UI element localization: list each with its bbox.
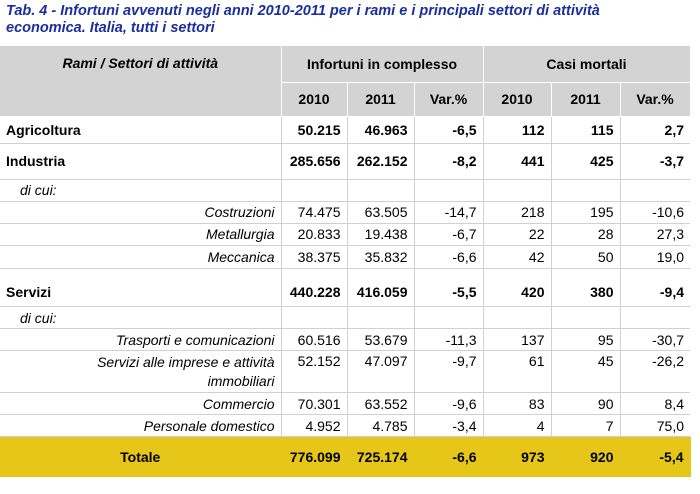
row-label: Totale bbox=[0, 437, 281, 477]
cell: 420 bbox=[483, 279, 551, 307]
cell: 70.301 bbox=[281, 393, 347, 415]
row-label: Industria bbox=[0, 143, 281, 179]
cell bbox=[620, 307, 690, 329]
cell: -6,7 bbox=[414, 223, 483, 245]
cell: 137 bbox=[483, 329, 551, 351]
header-rami: Rami / Settori di attività bbox=[0, 46, 281, 116]
cell: -9,4 bbox=[620, 279, 690, 307]
cell: 52.152 bbox=[281, 351, 347, 393]
cell: 725.174 bbox=[347, 437, 414, 477]
header-2011-b: 2011 bbox=[551, 82, 620, 116]
cell bbox=[551, 307, 620, 329]
header-infortuni: Infortuni in complesso bbox=[281, 46, 483, 82]
cell: 441 bbox=[483, 143, 551, 179]
cell: 2,7 bbox=[620, 116, 690, 143]
cell bbox=[414, 179, 483, 201]
cell: 776.099 bbox=[281, 437, 347, 477]
cell: -6,6 bbox=[414, 437, 483, 477]
cell bbox=[551, 268, 620, 279]
table-row bbox=[0, 393, 690, 415]
cell bbox=[281, 179, 347, 201]
cell: 83 bbox=[483, 393, 551, 415]
cell: 22 bbox=[483, 223, 551, 245]
cell bbox=[620, 268, 690, 279]
cell: 112 bbox=[483, 116, 551, 143]
table-row bbox=[0, 116, 690, 143]
cell: 285.656 bbox=[281, 143, 347, 179]
cell bbox=[483, 307, 551, 329]
cell: 42 bbox=[483, 245, 551, 268]
cell bbox=[620, 179, 690, 201]
table-row bbox=[0, 201, 690, 223]
row-label: Servizi bbox=[0, 279, 281, 307]
cell: 262.152 bbox=[347, 143, 414, 179]
cell: 90 bbox=[551, 393, 620, 415]
cell: 440.228 bbox=[281, 279, 347, 307]
header-casi-mortali: Casi mortali bbox=[483, 46, 690, 82]
cell: 8,4 bbox=[620, 393, 690, 415]
header-var-b: Var.% bbox=[620, 82, 690, 116]
cell: 95 bbox=[551, 329, 620, 351]
cell: 74.475 bbox=[281, 201, 347, 223]
table-row bbox=[0, 143, 690, 179]
cell: -8,2 bbox=[414, 143, 483, 179]
header-var-a: Var.% bbox=[414, 82, 483, 116]
cell bbox=[0, 268, 281, 279]
row-label: di cui: bbox=[0, 179, 281, 201]
cell: -9,6 bbox=[414, 393, 483, 415]
cell: -3,7 bbox=[620, 143, 690, 179]
cell bbox=[483, 179, 551, 201]
cell: 218 bbox=[483, 201, 551, 223]
cell: 28 bbox=[551, 223, 620, 245]
cell: 19,0 bbox=[620, 245, 690, 268]
table-row bbox=[0, 415, 690, 437]
cell: 47.097 bbox=[347, 351, 414, 393]
cell: 75,0 bbox=[620, 415, 690, 437]
cell: 973 bbox=[483, 437, 551, 477]
header-row-1 bbox=[0, 46, 690, 82]
title-line-2: economica. Italia, tutti i settori bbox=[6, 20, 215, 36]
row-label: Servizi alle imprese e attività immobiliari bbox=[0, 351, 281, 393]
cell: 195 bbox=[551, 201, 620, 223]
row-label: Agricoltura bbox=[0, 116, 281, 143]
cell: 4.785 bbox=[347, 415, 414, 437]
row-label: Commercio bbox=[0, 393, 281, 415]
cell bbox=[483, 268, 551, 279]
cell: 60.516 bbox=[281, 329, 347, 351]
table-row bbox=[0, 307, 690, 329]
cell: -10,6 bbox=[620, 201, 690, 223]
spacer-row bbox=[0, 268, 690, 279]
cell bbox=[347, 268, 414, 279]
table-row bbox=[0, 179, 690, 201]
title-line-1: Tab. 4 - Infortuni avvenuti negli anni 2010-2011 per i rami e i principali settori di attività bbox=[6, 3, 600, 19]
header-2010-a: 2010 bbox=[281, 82, 347, 116]
table-row bbox=[0, 279, 690, 307]
cell bbox=[551, 179, 620, 201]
header-2010-b: 2010 bbox=[483, 82, 551, 116]
row-label: Metallurgia bbox=[0, 223, 281, 245]
data-table bbox=[0, 46, 691, 477]
cell: -6,6 bbox=[414, 245, 483, 268]
cell: -5,4 bbox=[620, 437, 690, 477]
table-row bbox=[0, 245, 690, 268]
cell: 4 bbox=[483, 415, 551, 437]
cell: -14,7 bbox=[414, 201, 483, 223]
cell: 63.505 bbox=[347, 201, 414, 223]
row-label: Personale domestico bbox=[0, 415, 281, 437]
cell: 45 bbox=[551, 351, 620, 393]
cell: -9,7 bbox=[414, 351, 483, 393]
cell: 46.963 bbox=[347, 116, 414, 143]
table-title bbox=[6, 3, 696, 37]
cell: 115 bbox=[551, 116, 620, 143]
table-row bbox=[0, 329, 690, 351]
totale-row bbox=[0, 437, 690, 477]
cell: -11,3 bbox=[414, 329, 483, 351]
cell: 4.952 bbox=[281, 415, 347, 437]
cell: 63.552 bbox=[347, 393, 414, 415]
cell: 53.679 bbox=[347, 329, 414, 351]
cell: 7 bbox=[551, 415, 620, 437]
cell: 38.375 bbox=[281, 245, 347, 268]
cell: -3,4 bbox=[414, 415, 483, 437]
cell: 35.832 bbox=[347, 245, 414, 268]
cell: -30,7 bbox=[620, 329, 690, 351]
cell: 20.833 bbox=[281, 223, 347, 245]
cell bbox=[414, 307, 483, 329]
cell: 61 bbox=[483, 351, 551, 393]
table-row bbox=[0, 351, 690, 393]
cell: 50 bbox=[551, 245, 620, 268]
cell: 920 bbox=[551, 437, 620, 477]
cell bbox=[414, 268, 483, 279]
cell bbox=[347, 179, 414, 201]
cell: 50.215 bbox=[281, 116, 347, 143]
cell: 380 bbox=[551, 279, 620, 307]
cell bbox=[347, 307, 414, 329]
table-row bbox=[0, 223, 690, 245]
row-label: Meccanica bbox=[0, 245, 281, 268]
cell: 425 bbox=[551, 143, 620, 179]
cell bbox=[281, 307, 347, 329]
row-label: di cui: bbox=[0, 307, 281, 329]
cell: 416.059 bbox=[347, 279, 414, 307]
cell: -26,2 bbox=[620, 351, 690, 393]
cell: -5,5 bbox=[414, 279, 483, 307]
cell bbox=[281, 268, 347, 279]
cell: 27,3 bbox=[620, 223, 690, 245]
row-label: Costruzioni bbox=[0, 201, 281, 223]
cell: 19.438 bbox=[347, 223, 414, 245]
cell: -6,5 bbox=[414, 116, 483, 143]
row-label: Trasporti e comunicazioni bbox=[0, 329, 281, 351]
header-2011-a: 2011 bbox=[347, 82, 414, 116]
